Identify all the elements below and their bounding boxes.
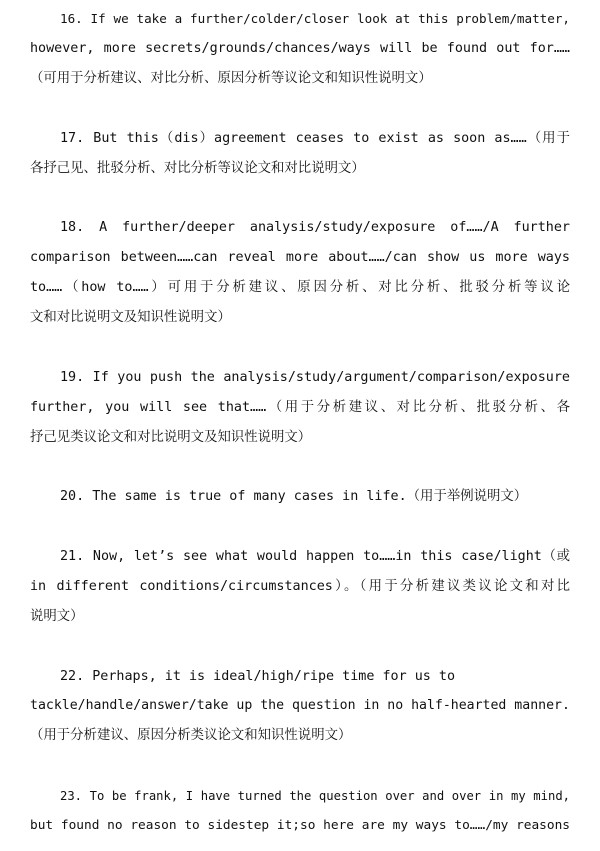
item-23-line-1: 23. To be frank, I have turned the question over and over in my mind, bbox=[60, 789, 570, 803]
item-22-line-3: （用于分析建议、原因分析类议论文和知识性说明文） bbox=[30, 728, 352, 743]
item-21-line-1: 21. Now, let’s see what would happen to……in this case/light（或 bbox=[60, 549, 570, 564]
item-18-line-2: comparison between……can reveal more about……/can show us more ways bbox=[30, 250, 570, 265]
item-21-line-2: in different conditions/circumstances）。（用于分析建议类议论文和对比 bbox=[30, 579, 570, 594]
item-17-line-2: 各抒己见、批驳分析、对比分析等议论文和对比说明文） bbox=[30, 161, 365, 176]
item-17-line-1: 17. But this（dis）agreement ceases to exist as soon as……（用于 bbox=[60, 131, 570, 146]
item-16-line-2: however, more secrets/grounds/chances/ways will be found out for…… bbox=[30, 41, 570, 56]
item-22-line-2: tackle/handle/answer/take up the question in no half-hearted manner. bbox=[30, 698, 570, 713]
item-19-line-3: 抒己见类议论文和对比说明文及知识性说明文） bbox=[30, 430, 312, 445]
item-18-line-1: 18. A further/deeper analysis/study/exposure of……/A further bbox=[60, 220, 570, 235]
item-19-line-1: 19. If you push the analysis/study/argument/comparison/exposure bbox=[60, 370, 570, 385]
item-18-line-3: to……（how to……）可用于分析建议、原因分析、对比分析、批驳分析等议论 bbox=[30, 280, 570, 295]
item-16-line-3: （可用于分析建议、对比分析、原因分析等议论文和知识性说明文） bbox=[30, 71, 432, 86]
item-16-line-1: 16. If we take a further/colder/closer look at this problem/matter, bbox=[60, 11, 570, 26]
item-22-line-1: 22. Perhaps, it is ideal/high/ripe time for us to bbox=[60, 669, 456, 684]
item-20-line-1: 20. The same is true of many cases in life.（用于举例说明文） bbox=[60, 489, 528, 504]
item-23-line-2: but found no reason to sidestep it;so here are my ways to……/my reasons bbox=[30, 818, 570, 833]
item-21-line-3: 说明文） bbox=[30, 609, 84, 624]
item-18-line-4: 文和对比说明文及知识性说明文） bbox=[30, 310, 231, 325]
item-19-line-2: further, you will see that……（用于分析建议、对比分析、批驳分析、各 bbox=[30, 400, 570, 415]
